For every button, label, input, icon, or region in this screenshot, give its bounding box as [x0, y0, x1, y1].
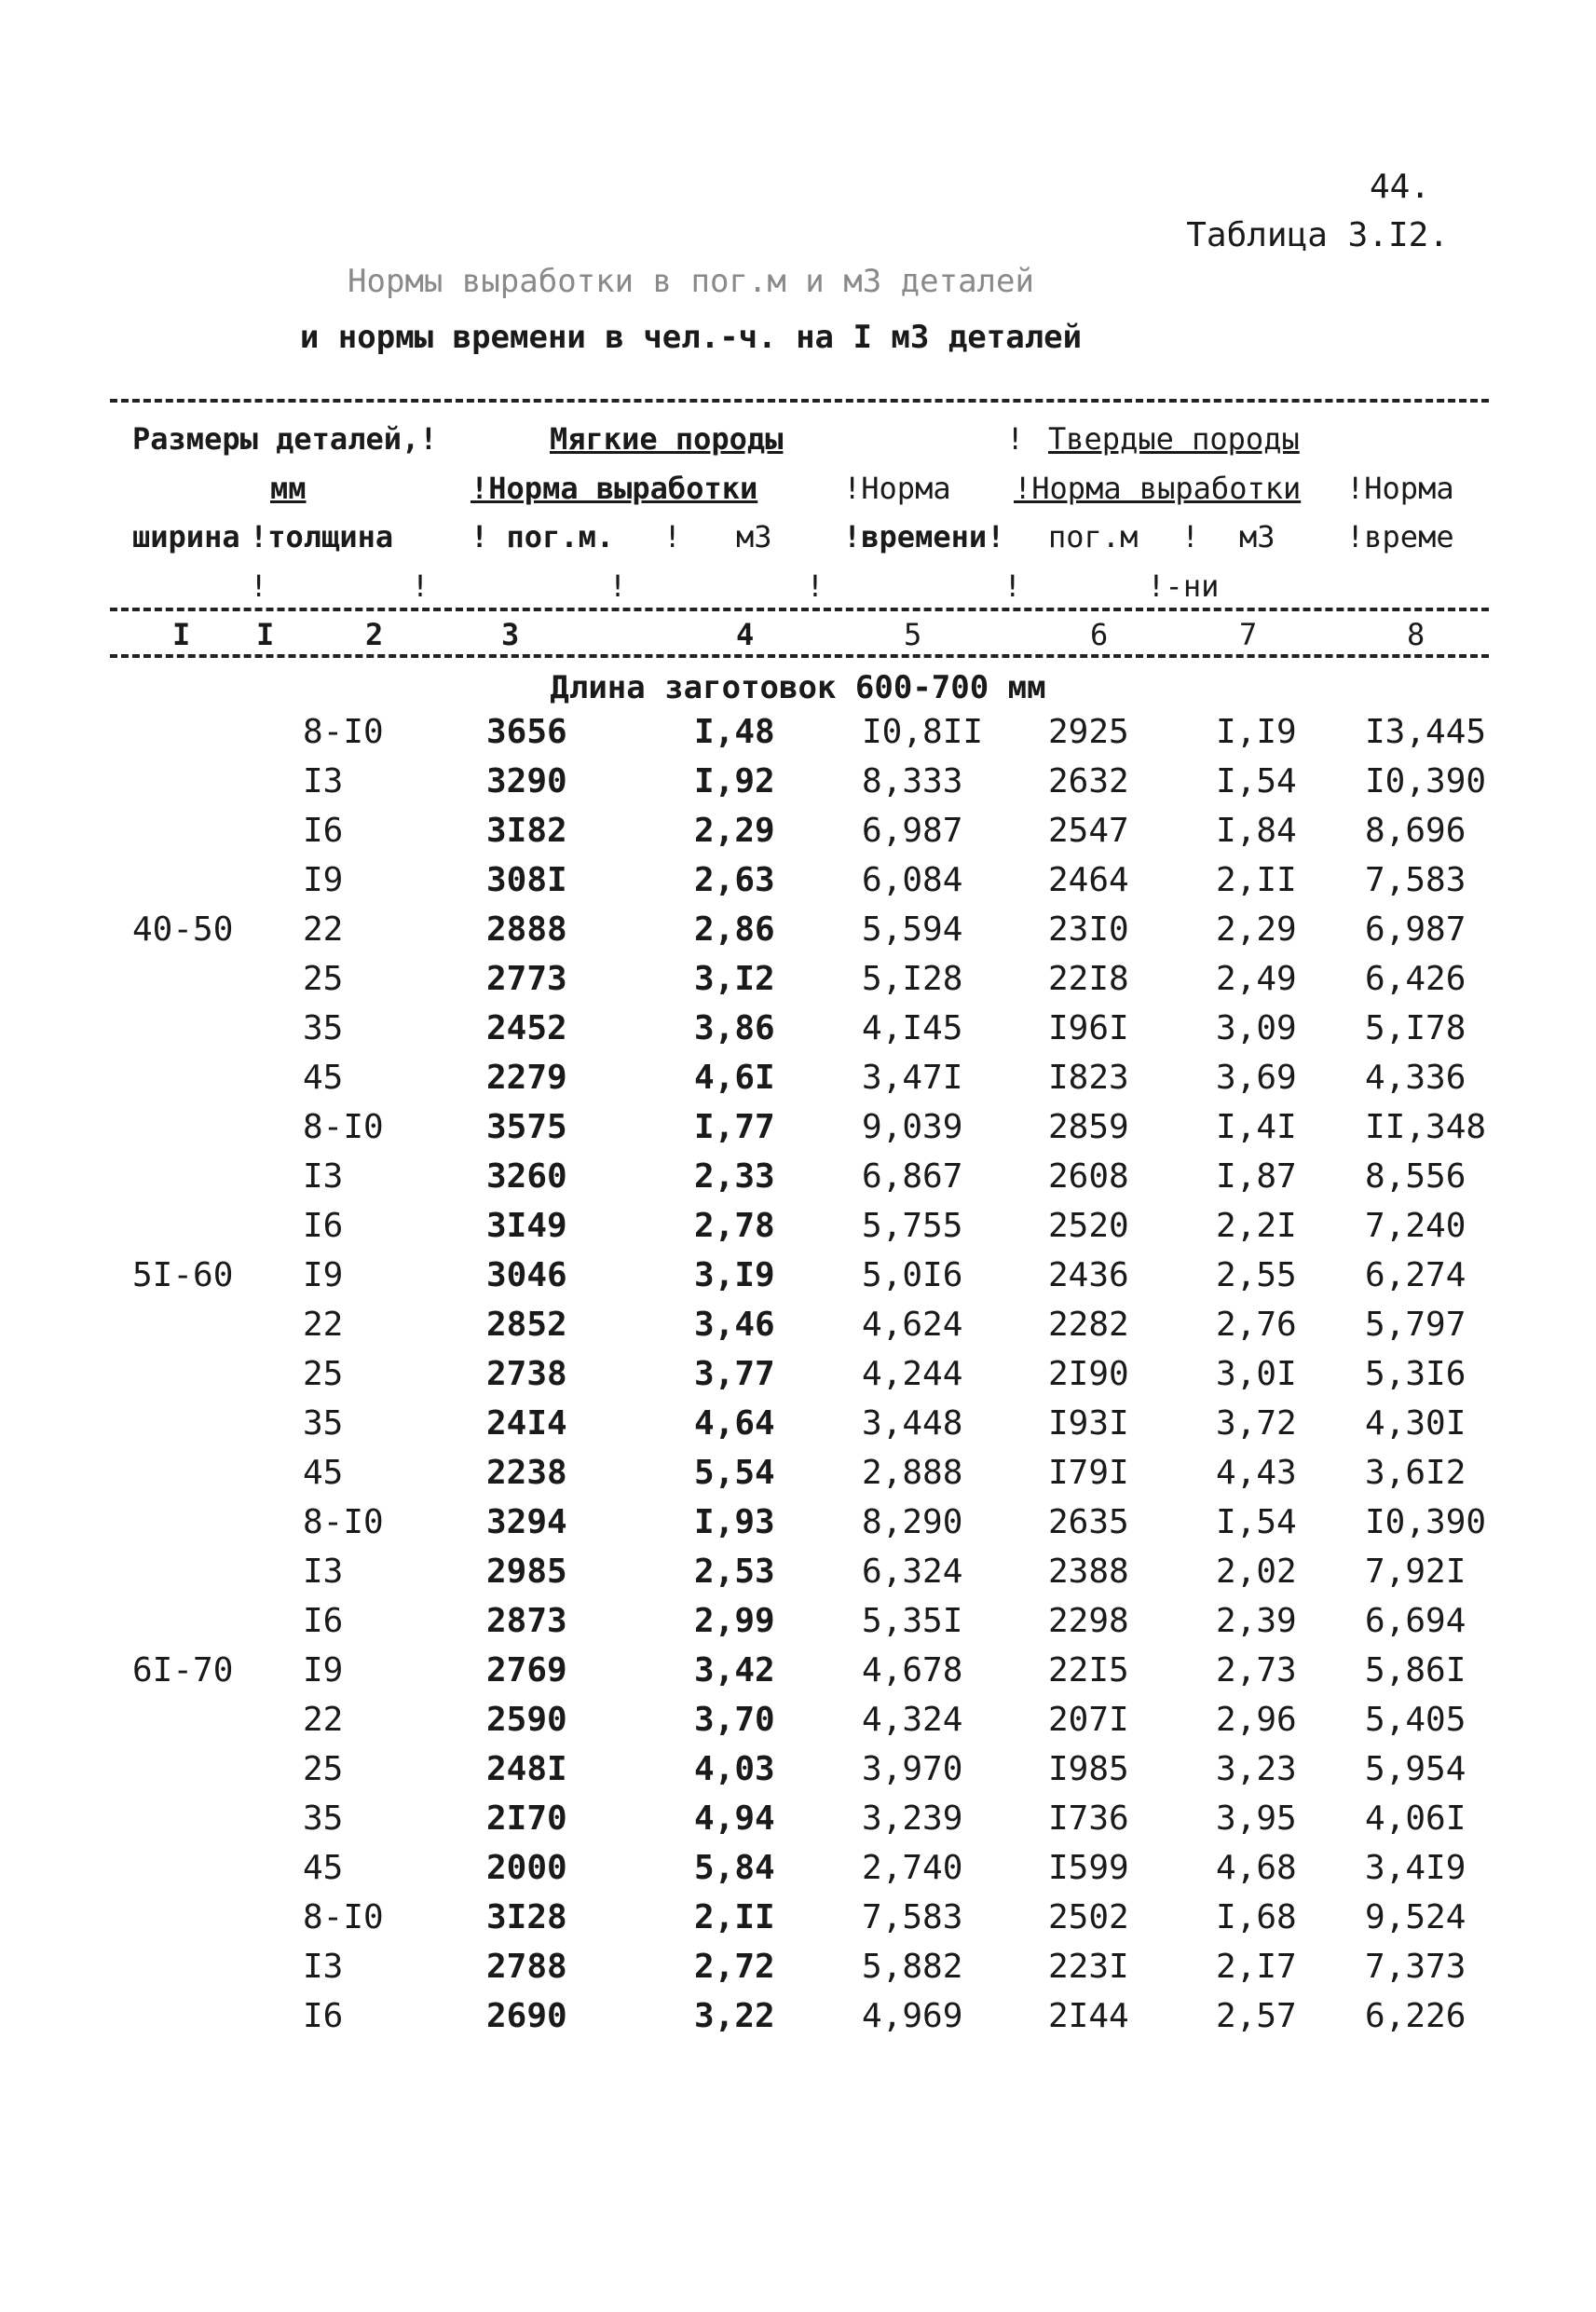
cell-soft-m3: 4,64	[694, 1404, 775, 1443]
cell-soft-m3: 3,I9	[694, 1256, 775, 1294]
cell-hard-run: 2388	[1048, 1553, 1129, 1591]
cell-hard-time: 4,06I	[1365, 1799, 1466, 1838]
cell-thickness: 8-I0	[303, 1503, 384, 1541]
cell-hard-run: 2608	[1048, 1157, 1129, 1196]
header-sizes: Размеры деталей,!	[132, 421, 438, 457]
cell-hard-m3: I,54	[1216, 1503, 1297, 1541]
cell-hard-time: 8,696	[1365, 812, 1466, 850]
cell-hard-run: 2635	[1048, 1503, 1129, 1541]
cell-hard-run: 2520	[1048, 1207, 1129, 1245]
cell-thickness: 22	[303, 910, 344, 949]
cell-soft-time: 9,039	[862, 1108, 963, 1146]
table-row	[0, 1799, 1596, 1849]
table-row	[0, 812, 1596, 861]
cell-thickness: I3	[303, 1157, 344, 1196]
section-title: Длина заготовок 600-700 мм	[550, 669, 1046, 706]
table-row	[0, 1355, 1596, 1404]
table-row	[0, 910, 1596, 960]
cell-hard-time: 6,694	[1365, 1602, 1466, 1640]
cell-hard-run: 2282	[1048, 1306, 1129, 1344]
cell-soft-m3: 3,86	[694, 1009, 775, 1047]
cell-hard-m3: 2,76	[1216, 1306, 1297, 1344]
cell-thickness: I6	[303, 812, 344, 850]
cell-thickness: I3	[303, 762, 344, 800]
cell-thickness: 35	[303, 1009, 344, 1047]
column-number-2: 2	[365, 617, 384, 652]
cell-hard-run: 22I8	[1048, 960, 1129, 998]
cell-thickness: 8-I0	[303, 713, 384, 751]
cell-soft-run: 2452	[486, 1009, 567, 1047]
cell-thickness: I9	[303, 861, 344, 899]
table-row	[0, 1701, 1596, 1750]
cell-soft-m3: 5,84	[694, 1849, 775, 1887]
cell-hard-m3: 2,57	[1216, 1997, 1297, 2035]
cell-soft-run: 3575	[486, 1108, 567, 1146]
cell-soft-run: 3I82	[486, 812, 567, 850]
cell-soft-time: 5,755	[862, 1207, 963, 1245]
cell-soft-run: 2852	[486, 1306, 567, 1344]
cell-hard-time: 6,226	[1365, 1997, 1466, 2035]
cell-soft-run: 3I49	[486, 1207, 567, 1245]
table-row	[0, 1849, 1596, 1898]
header-soft-group: Мягкие породы	[550, 421, 784, 457]
cell-thickness: 8-I0	[303, 1108, 384, 1146]
header-group-separator: !	[1006, 421, 1025, 457]
cell-soft-time: 3,448	[862, 1404, 963, 1443]
header-hard-norm-time: !Норма	[1346, 471, 1454, 506]
header-thickness: !толщина	[250, 519, 394, 554]
cell-soft-m3: 2,33	[694, 1157, 775, 1196]
cell-hard-run: I985	[1048, 1750, 1129, 1788]
cell-soft-m3: I,93	[694, 1503, 775, 1541]
header-mm: мм	[270, 471, 307, 506]
cell-hard-m3: 2,II	[1216, 861, 1297, 899]
cell-hard-time: 6,426	[1365, 960, 1466, 998]
table-row	[0, 1108, 1596, 1157]
cell-thickness: I6	[303, 1997, 344, 2035]
cell-soft-time: 6,324	[862, 1553, 963, 1591]
column-number-6: 6	[1090, 617, 1109, 652]
cell-thickness: I9	[303, 1651, 344, 1690]
table-row	[0, 1898, 1596, 1948]
column-number-8: 8	[1407, 617, 1425, 652]
header-hard-run: пог.м	[1048, 519, 1139, 554]
cell-hard-run: 22I5	[1048, 1651, 1129, 1690]
table-row	[0, 1651, 1596, 1701]
cell-soft-m3: 2,72	[694, 1948, 775, 1986]
header-soft-time: !времени!	[843, 519, 1005, 554]
cell-soft-run: 2985	[486, 1553, 567, 1591]
cell-soft-time: 3,970	[862, 1750, 963, 1788]
cell-soft-time: 5,0I6	[862, 1256, 963, 1294]
header-soft-norm-time: !Норма	[843, 471, 951, 506]
cell-hard-run: 223I	[1048, 1948, 1129, 1986]
cell-hard-m3: 4,68	[1216, 1849, 1297, 1887]
cell-thickness: 45	[303, 1059, 344, 1097]
cell-hard-m3: I,87	[1216, 1157, 1297, 1196]
cell-hard-time: 4,30I	[1365, 1404, 1466, 1443]
cell-soft-m3: 3,46	[694, 1306, 775, 1344]
table-label: Таблица 3.I2.	[1186, 216, 1449, 254]
table-body	[0, 713, 1596, 2046]
cell-soft-time: 4,624	[862, 1306, 963, 1344]
cell-hard-run: I79I	[1048, 1454, 1129, 1492]
cell-soft-time: 4,I45	[862, 1009, 963, 1047]
cell-soft-run: 3046	[486, 1256, 567, 1294]
cell-thickness: 25	[303, 1355, 344, 1393]
cell-hard-time: 5,86I	[1365, 1651, 1466, 1690]
cell-hard-m3: I,84	[1216, 812, 1297, 850]
cell-hard-run: 2502	[1048, 1898, 1129, 1936]
header-mid-rule	[110, 608, 1489, 611]
cell-hard-time: 6,987	[1365, 910, 1466, 949]
cell-hard-time: 5,797	[1365, 1306, 1466, 1344]
cell-soft-run: 2888	[486, 910, 567, 949]
cell-soft-time: 8,333	[862, 762, 963, 800]
cell-hard-m3: 2,55	[1216, 1256, 1297, 1294]
cell-soft-run: 2690	[486, 1997, 567, 2035]
cell-hard-m3: 2,I7	[1216, 1948, 1297, 1986]
cell-soft-m3: 2,78	[694, 1207, 775, 1245]
cell-hard-run: 2I90	[1048, 1355, 1129, 1393]
cell-soft-m3: I,92	[694, 762, 775, 800]
cell-soft-run: 3294	[486, 1503, 567, 1541]
cell-soft-time: 5,I28	[862, 960, 963, 998]
cell-soft-time: 7,583	[862, 1898, 963, 1936]
cell-soft-time: 6,987	[862, 812, 963, 850]
cell-hard-time: 5,I78	[1365, 1009, 1466, 1047]
cell-hard-m3: 2,96	[1216, 1701, 1297, 1739]
cell-soft-m3: 2,63	[694, 861, 775, 899]
cell-hard-time: I0,390	[1365, 762, 1487, 800]
table-row	[0, 1602, 1596, 1651]
column-number-5: 5	[904, 617, 922, 652]
cell-hard-run: I736	[1048, 1799, 1129, 1838]
cell-soft-m3: 4,03	[694, 1750, 775, 1788]
cell-thickness: 35	[303, 1404, 344, 1443]
cell-hard-m3: 3,23	[1216, 1750, 1297, 1788]
cell-hard-run: 2464	[1048, 861, 1129, 899]
cell-soft-time: 5,882	[862, 1948, 963, 1986]
table-row	[0, 1503, 1596, 1553]
cell-soft-run: 2000	[486, 1849, 567, 1887]
cell-hard-m3: 3,69	[1216, 1059, 1297, 1097]
cell-hard-m3: I,4I	[1216, 1108, 1297, 1146]
cell-width: 40-50	[132, 910, 234, 949]
cell-hard-run: 2436	[1048, 1256, 1129, 1294]
cell-soft-m3: I,77	[694, 1108, 775, 1146]
table-row	[0, 1009, 1596, 1059]
cell-soft-time: 6,867	[862, 1157, 963, 1196]
header-soft-run: ! пог.м.	[471, 519, 615, 554]
cell-hard-run: I823	[1048, 1059, 1129, 1097]
table-row	[0, 960, 1596, 1009]
header-soft-norm-output: !Норма выработки	[471, 471, 758, 506]
cell-hard-run: I93I	[1048, 1404, 1129, 1443]
cell-thickness: I6	[303, 1207, 344, 1245]
cell-hard-time: 9,524	[1365, 1898, 1466, 1936]
cell-thickness: I3	[303, 1948, 344, 1986]
cell-width: 5I-60	[132, 1256, 234, 1294]
cell-hard-time: I0,390	[1365, 1503, 1487, 1541]
cell-hard-m3: 3,95	[1216, 1799, 1297, 1838]
table-row	[0, 1553, 1596, 1602]
cell-thickness: 35	[303, 1799, 344, 1838]
cell-hard-m3: 3,09	[1216, 1009, 1297, 1047]
cell-hard-m3: 2,02	[1216, 1553, 1297, 1591]
table-title-line-2: и нормы времени в чел.-ч. на I м3 деталей	[299, 319, 1083, 356]
header-hard-time: !време	[1346, 519, 1454, 554]
cell-hard-m3: 2,39	[1216, 1602, 1297, 1640]
cell-thickness: 22	[303, 1701, 344, 1739]
cell-hard-time: 3,4I9	[1365, 1849, 1466, 1887]
cell-hard-time: 5,954	[1365, 1750, 1466, 1788]
cell-soft-time: 3,239	[862, 1799, 963, 1838]
table-row	[0, 1404, 1596, 1454]
cell-soft-run: 2I70	[486, 1799, 567, 1838]
cell-thickness: 25	[303, 960, 344, 998]
cell-hard-time: 7,373	[1365, 1948, 1466, 1986]
cell-thickness: 22	[303, 1306, 344, 1344]
header-soft-m3: м3	[736, 519, 772, 554]
cell-hard-run: 2I44	[1048, 1997, 1129, 2035]
cell-hard-m3: 2,73	[1216, 1651, 1297, 1690]
cell-soft-run: 2590	[486, 1701, 567, 1739]
cell-soft-time: 8,290	[862, 1503, 963, 1541]
table-row	[0, 1059, 1596, 1108]
cell-thickness: 45	[303, 1454, 344, 1492]
column-number-1b: I	[256, 617, 275, 652]
cell-soft-run: 3260	[486, 1157, 567, 1196]
header-hard-m3-sep: !	[1181, 519, 1200, 554]
cell-soft-m3: 4,94	[694, 1799, 775, 1838]
table-row	[0, 1750, 1596, 1799]
cell-soft-time: 6,084	[862, 861, 963, 899]
header-col-marks: ! ! ! ! ! !-ни	[250, 568, 1220, 604]
header-hard-m3: м3	[1239, 519, 1275, 554]
cell-soft-run: 24I4	[486, 1404, 567, 1443]
cell-soft-m3: 2,86	[694, 910, 775, 949]
cell-hard-run: 23I0	[1048, 910, 1129, 949]
column-number-3: 3	[501, 617, 520, 652]
cell-width: 6I-70	[132, 1651, 234, 1690]
cell-soft-time: 4,244	[862, 1355, 963, 1393]
cell-hard-m3: 2,2I	[1216, 1207, 1297, 1245]
cell-soft-run: 3I28	[486, 1898, 567, 1936]
cell-hard-m3: I,I9	[1216, 713, 1297, 751]
cell-soft-time: 4,324	[862, 1701, 963, 1739]
cell-soft-run: 2873	[486, 1602, 567, 1640]
cell-soft-time: 2,888	[862, 1454, 963, 1492]
cell-soft-run: 3290	[486, 762, 567, 800]
cell-soft-m3: 3,I2	[694, 960, 775, 998]
cell-soft-run: 2773	[486, 960, 567, 998]
cell-soft-time: 5,35I	[862, 1602, 963, 1640]
cell-soft-time: 5,594	[862, 910, 963, 949]
column-number-1: I	[172, 617, 191, 652]
cell-hard-run: 2925	[1048, 713, 1129, 751]
cell-soft-time: 2,740	[862, 1849, 963, 1887]
cell-soft-run: 308I	[486, 861, 567, 899]
cell-thickness: 8-I0	[303, 1898, 384, 1936]
cell-hard-m3: 3,0I	[1216, 1355, 1297, 1393]
cell-soft-run: 248I	[486, 1750, 567, 1788]
cell-soft-run: 2279	[486, 1059, 567, 1097]
cell-thickness: I3	[303, 1553, 344, 1591]
cell-hard-time: 5,3I6	[1365, 1355, 1466, 1393]
cell-hard-run: 2632	[1048, 762, 1129, 800]
cell-hard-m3: I,54	[1216, 762, 1297, 800]
table-row	[0, 861, 1596, 910]
cell-hard-m3: 2,29	[1216, 910, 1297, 949]
cell-hard-run: 2547	[1048, 812, 1129, 850]
cell-hard-time: 7,583	[1365, 861, 1466, 899]
table-row	[0, 1454, 1596, 1503]
table-title-line-1: Нормы выработки в пог.м и м3 деталей	[348, 263, 1034, 300]
cell-soft-time: I0,8II	[862, 713, 984, 751]
cell-soft-m3: 3,42	[694, 1651, 775, 1690]
cell-soft-m3: 2,99	[694, 1602, 775, 1640]
table-row	[0, 1948, 1596, 1997]
header-hard-norm-output: !Норма выработки	[1014, 471, 1302, 506]
cell-hard-run: I599	[1048, 1849, 1129, 1887]
column-number-4: 4	[736, 617, 755, 652]
cell-soft-run: 2769	[486, 1651, 567, 1690]
cell-soft-m3: I,48	[694, 713, 775, 751]
cell-soft-run: 2788	[486, 1948, 567, 1986]
cell-hard-time: 4,336	[1365, 1059, 1466, 1097]
cell-hard-time: 6,274	[1365, 1256, 1466, 1294]
cell-hard-m3: 4,43	[1216, 1454, 1297, 1492]
cell-hard-run: 2859	[1048, 1108, 1129, 1146]
cell-hard-time: 7,240	[1365, 1207, 1466, 1245]
cell-hard-run: 207I	[1048, 1701, 1129, 1739]
table-row	[0, 1306, 1596, 1355]
cell-soft-m3: 2,29	[694, 812, 775, 850]
cell-hard-m3: 2,49	[1216, 960, 1297, 998]
cell-soft-m3: 2,53	[694, 1553, 775, 1591]
cell-hard-time: 5,405	[1365, 1701, 1466, 1739]
table-row	[0, 762, 1596, 812]
cell-hard-time: II,348	[1365, 1108, 1487, 1146]
header-bottom-rule	[110, 654, 1489, 658]
cell-thickness: 45	[303, 1849, 344, 1887]
header-top-rule	[110, 399, 1489, 403]
header-width: ширина	[132, 519, 240, 554]
cell-soft-run: 2238	[486, 1454, 567, 1492]
header-hard-group: Твердые породы	[1048, 421, 1300, 457]
cell-hard-time: 3,6I2	[1365, 1454, 1466, 1492]
cell-hard-run: I96I	[1048, 1009, 1129, 1047]
cell-hard-time: 8,556	[1365, 1157, 1466, 1196]
cell-thickness: I6	[303, 1602, 344, 1640]
table-row	[0, 1207, 1596, 1256]
cell-soft-run: 2738	[486, 1355, 567, 1393]
table-row	[0, 1157, 1596, 1207]
cell-hard-m3: I,68	[1216, 1898, 1297, 1936]
table-row	[0, 1997, 1596, 2046]
cell-hard-time: I3,445	[1365, 713, 1487, 751]
cell-soft-m3: 3,77	[694, 1355, 775, 1393]
cell-soft-time: 3,47I	[862, 1059, 963, 1097]
cell-soft-time: 4,678	[862, 1651, 963, 1690]
cell-soft-m3: 3,70	[694, 1701, 775, 1739]
column-number-7: 7	[1239, 617, 1258, 652]
cell-thickness: 25	[303, 1750, 344, 1788]
cell-soft-run: 3656	[486, 713, 567, 751]
table-row	[0, 713, 1596, 762]
page-number: 44.	[1369, 168, 1430, 206]
cell-thickness: I9	[303, 1256, 344, 1294]
cell-hard-m3: 3,72	[1216, 1404, 1297, 1443]
cell-soft-m3: 2,II	[694, 1898, 775, 1936]
cell-soft-m3: 5,54	[694, 1454, 775, 1492]
header-soft-m3-sep: !	[663, 519, 682, 554]
cell-soft-time: 4,969	[862, 1997, 963, 2035]
cell-hard-run: 2298	[1048, 1602, 1129, 1640]
cell-hard-time: 7,92I	[1365, 1553, 1466, 1591]
table-row	[0, 1256, 1596, 1306]
cell-soft-m3: 4,6I	[694, 1059, 775, 1097]
cell-soft-m3: 3,22	[694, 1997, 775, 2035]
